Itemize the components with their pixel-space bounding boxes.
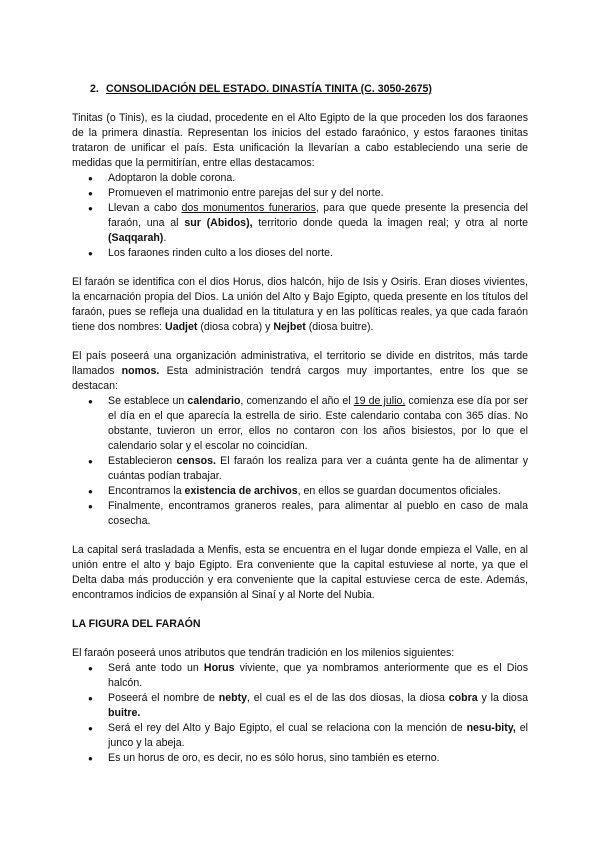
bold-text: sur (Abidos), bbox=[184, 217, 253, 229]
list-item: ● Los faraones rinden culto a los dioses del norte. bbox=[72, 246, 528, 261]
list-item bbox=[72, 394, 528, 454]
list-item bbox=[72, 201, 528, 246]
bold-text: buitre. bbox=[108, 707, 141, 719]
bold-text: nesu-bity, bbox=[466, 722, 516, 734]
list-item: ● Adoptaron la doble corona. bbox=[72, 171, 528, 186]
bold-text: (Saqqarah) bbox=[108, 232, 164, 244]
underlined-text: dos monumentos funerarios bbox=[181, 202, 316, 214]
paragraph-attributes: El faraón poseerá unos atributos que tendrán tradición en los milenios siguientes: bbox=[72, 647, 455, 659]
list-item bbox=[72, 661, 528, 691]
text-run: Se establece un bbox=[108, 395, 188, 407]
list-item: ● Es un horus de oro, es decir, no es sólo horus, sino también es eterno. bbox=[72, 751, 528, 766]
text-run: Será el rey del Alto y Bajo Egipto, el cual se relaciona con la mención de bbox=[108, 722, 467, 734]
text-run: Llevan a cabo bbox=[108, 202, 182, 214]
list-item bbox=[72, 454, 528, 484]
section-title: CONSOLIDACIÓN DEL ESTADO. DINASTÍA TINITA (C. 3050-2675) bbox=[106, 83, 432, 95]
bold-text: Horus bbox=[203, 662, 235, 674]
bold-text: Nejbet bbox=[273, 321, 306, 333]
bold-text: calendario bbox=[187, 395, 241, 407]
attributes-list bbox=[72, 661, 528, 766]
document-page bbox=[72, 82, 528, 780]
text-run: Será ante todo un bbox=[108, 662, 204, 674]
text-run: Esta administración tendrá cargos muy importantes, entre los que se destacan: bbox=[72, 365, 529, 392]
paragraph-horus bbox=[72, 275, 528, 335]
text-run: , comenzando el año el bbox=[240, 395, 354, 407]
text-run: (diosa cobra) y bbox=[197, 321, 274, 333]
paragraph-tinitas: Tinitas (o Tinis), es la ciudad, procedente en el Alto Egipto de la que proceden los dos faraones de la primera dinastía. Representan los inicios del estado faraónico, y estos faraones tinitas trataron de unificar el país. Esta unificación la llevarían a cabo estableciendo una serie de medidas que la permitirían, entre ellas destacamos: bbox=[72, 112, 528, 169]
bold-text: existencia de archivos bbox=[184, 485, 298, 497]
bold-text: censos. bbox=[176, 455, 216, 467]
text-run: comienza ese día por ser el día en el que aparecía la estrella de sirio. Este calendario contaba con 365 días. No obstante, tuvieron un error, ellos no contaron con los años bisiestos, por lo que el calendario solar y el escolar no coincidían. bbox=[108, 395, 529, 452]
text-run: , el cual es el de las dos diosas, la diosa bbox=[247, 692, 449, 704]
list-item bbox=[72, 721, 528, 751]
text-run: el junco y la abeja. bbox=[108, 722, 528, 749]
list-item bbox=[72, 484, 528, 499]
text-run: Encontramos la bbox=[108, 485, 185, 497]
text-run: El faraón se identifica con el dios Horus, dios halcón, hijo de Isis y Osiris. Eran dioses vivientes, la encarnación propia del Dios. La unión del Alto y Bajo Egipto, queda presente en los títulos del faraón, pues se refleja una dualidad en la titulatura y en las políticas reales, ya que cada faraón tiene dos nombres: bbox=[72, 276, 528, 333]
bold-text: cobra bbox=[448, 692, 478, 704]
underlined-text: 19 de julio, bbox=[353, 395, 406, 407]
text-run: Establecieron bbox=[108, 455, 177, 467]
bold-text: nebty bbox=[218, 692, 248, 704]
bold-text: Uadjet bbox=[165, 321, 198, 333]
text-run: . bbox=[163, 232, 167, 244]
text-run: y la diosa bbox=[477, 692, 529, 704]
paragraph-menfis: La capital será trasladada a Menfis, esta se encuentra en el lugar donde empieza el Valle, en al unión entre el alto y bajo Egipto. Era conveniente que la capital estuviese al norte, ya que el Delta daba más producción y era conveniente que la capital estuviese cerca de este. Además, encontramos indicios de expansión al Sinaí y al Norte del Nubia. bbox=[72, 544, 528, 601]
list-item bbox=[72, 691, 528, 721]
administration-list bbox=[72, 394, 528, 529]
measures-list bbox=[72, 171, 528, 261]
subsection-heading: LA FIGURA DEL FARAÓN bbox=[72, 618, 201, 630]
text-run: El faraón los realiza para ver a cuánta gente ha de alimentar y cuántas podían trabajar. bbox=[108, 455, 528, 482]
text-run: El país poseerá una organización administrativa, el territorio se divide en distritos, más tarde llamados bbox=[72, 350, 528, 377]
section-number: 2. bbox=[90, 83, 99, 95]
list-item: ● Promueven el matrimonio entre parejas del sur y del norte. bbox=[72, 186, 528, 201]
bold-text: nomos. bbox=[121, 365, 160, 377]
section-heading bbox=[90, 82, 528, 97]
text-run: , en ellos se guardan documentos oficiales. bbox=[297, 485, 501, 497]
text-run: territorio donde queda la imagen real; y otra al norte bbox=[252, 217, 528, 229]
list-item: ● Finalmente, encontramos graneros reales, para alimentar al pueblo en caso de mala cosecha. bbox=[72, 499, 528, 529]
text-run: (diosa buitre). bbox=[305, 321, 374, 333]
paragraph-administration bbox=[72, 349, 528, 394]
text-run: , para que quede presente la presencia del faraón, una al bbox=[108, 202, 528, 229]
text-run: viviente, que ya nombramos anteriormente que es el Dios halcón. bbox=[108, 662, 528, 689]
text-run: Poseerá el nombre de bbox=[108, 692, 219, 704]
